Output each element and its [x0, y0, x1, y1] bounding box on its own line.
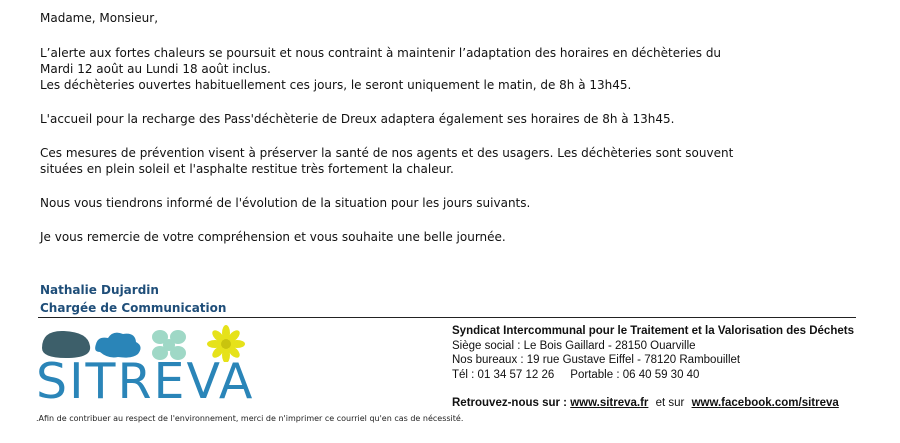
signature-name: Nathalie Dujardin	[40, 283, 159, 297]
paragraph-alert	[40, 45, 880, 93]
greeting: Madame, Monsieur,	[40, 11, 159, 25]
and-on-label: et sur	[655, 397, 685, 409]
alert-line-2: Mardi 12 août au Lundi 18 août inclus.	[40, 62, 271, 76]
mobile-phone: Portable : 06 40 59 30 40	[570, 368, 700, 381]
headquarters-address: Siège social : Le Bois Gaillard - 28150 Ouarville	[452, 339, 696, 352]
phone-line	[452, 368, 882, 383]
telephone: Tél : 01 34 57 12 26	[452, 368, 555, 381]
paragraph-prevention	[40, 145, 880, 177]
eco-print-note: .Afin de contribuer au respect de l'environnement, merci de n'imprimer ce courriel qu'en cas de nécessité.	[36, 414, 464, 423]
signature	[40, 281, 226, 317]
organization-name: Syndicat Intercommunal pour le Traitement et la Valorisation des Déchets	[452, 325, 854, 337]
alert-line-3: Les déchèteries ouvertes habituellement ces jours, le seront uniquement le matin, de 8h à 13h45.	[40, 78, 632, 92]
organization-info	[452, 324, 882, 411]
paragraph-follow-up: Nous vous tiendrons informé de l'évolution de la situation pour les jours suivants.	[40, 196, 531, 210]
signature-role: Chargée de Communication	[40, 301, 227, 315]
prevention-line-2: situées en plein soleil et l'asphalte restitue très fortement la chaleur.	[40, 162, 454, 176]
paragraph-pass: L'accueil pour la recharge des Pass'déchèterie de Dreux adaptera également ses horaires de 8h à 13h45.	[40, 112, 675, 126]
alert-line-1: L’alerte aux fortes chaleurs se poursuit et nous contraint à maintenir l’adaptation des horaires en déchèteries du	[40, 46, 722, 60]
facebook-link[interactable]: www.facebook.com/sitreva	[691, 397, 839, 409]
find-us-label: Retrouvez-nous sur :	[452, 397, 568, 409]
find-us-line	[452, 396, 882, 411]
sitreva-logo-text: SITREVA	[36, 353, 255, 410]
website-link[interactable]: www.sitreva.fr	[570, 397, 649, 409]
prevention-line-1: Ces mesures de prévention visent à préserver la santé de nos agents et des usagers. Les déchèteries sont souvent	[40, 146, 734, 160]
offices-address: Nos bureaux : 19 rue Gustave Eiffel - 78120 Rambouillet	[452, 354, 741, 366]
signature-divider	[38, 317, 856, 318]
paragraph-closing: Je vous remercie de votre compréhension et vous souhaite une belle journée.	[40, 230, 506, 244]
letter-body	[40, 10, 880, 263]
